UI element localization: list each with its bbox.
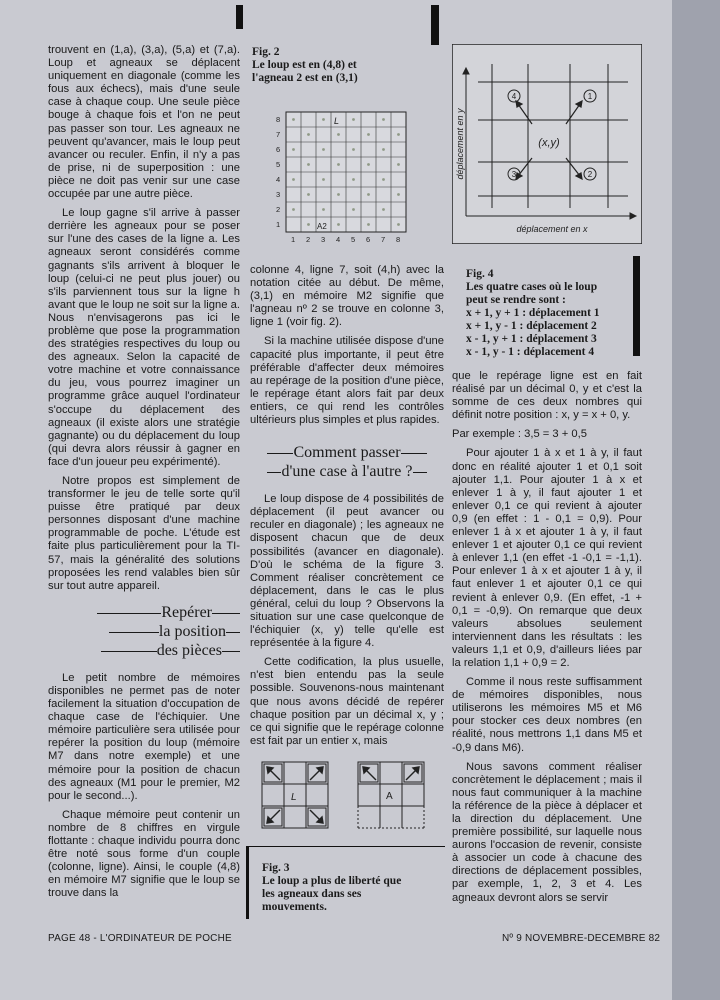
paragraph: Par exemple : 3,5 = 3 + 0,5 [452,428,587,441]
board-shade [367,133,370,136]
fig3-wolf: L [291,792,297,803]
board-shade [367,223,370,226]
paragraph: Comme il nous reste suffisamment de mémoires disponibles, nous utiliserons les mémoires M5 et M6 pour stocker ces deux nombres (en réalité, nous mettrons 1,1 dans M5 et -0,9 dans M6). [452,676,642,754]
fig2-number: Fig. 2 [252,46,280,58]
row-label: 7 [276,130,281,139]
board-shade [337,133,340,136]
board-shade [382,208,385,211]
column-bar-left [236,5,243,29]
heading-line: Comment passer [293,444,401,462]
heading-line: d'une case à l'autre ? [281,463,413,481]
fig2-caption [252,46,422,85]
row-label: 6 [276,145,281,154]
fig3-caption [262,862,438,914]
paragraph: Cette codification, la plus usuelle, n'est bien entendu pas la seule possible. Souvenons-nous maintenant que nous avons décidé de repérer chaque position par un décimal x, y ; ce qui signifie que le repérage colonne est fait par un entier x, mais [250,656,444,747]
fig3-diagram [254,756,434,836]
board-shade [307,163,310,166]
board-shade [307,193,310,196]
board-shade [292,118,295,121]
board-shade [292,178,295,181]
column-label: 5 [351,235,356,244]
board-shade [337,163,340,166]
fig4-caption-bar [633,256,640,356]
column-3 [452,370,642,911]
fig4-line: x - 1, y - 1 : déplacement 4 [466,346,595,358]
board-shade [397,163,400,166]
page-edge [672,0,720,1000]
heading-line: des pièces [156,641,222,659]
board-shade [352,178,355,181]
fig4-diagram [452,44,642,244]
fig3-line: Le loup a plus de liberté que [262,875,402,887]
fig4-line: Les quatre cases où le loup [466,281,598,293]
board-shade [397,193,400,196]
column-label: 6 [366,235,371,244]
fig4-xlabel: déplacement en x [516,224,588,234]
fig2-line: l'agneau 2 est en (3,1) [252,72,358,84]
board-shade [352,208,355,211]
fig4-line: x - 1, y + 1 : déplacement 3 [466,333,597,345]
paragraph: Si la machine utilisée dispose d'une capacité plus importante, il peut être préférable d'affecter deux mémoires au repérage de la position d'une pièce, le repérage étant alors fait par deux entiers, ce qui rend les contrôles ultérieurs plus simples et plus rapides. [250,335,444,427]
fig4-caption [466,268,632,359]
footer-left: PAGE 48 - L'ORDINATEUR DE POCHE [48,933,232,944]
column-label: 1 [291,235,296,244]
fig4-center: (x,y) [538,137,560,149]
wolf-piece: L [334,116,340,126]
board-shade [367,193,370,196]
paragraph: Chaque mémoire peut contenir un nombre de 8 chiffres en virgule flottante : chaque individu pourra donc être noté sous forme d'un couple (colonne, ligne). Ainsi, le couple (4,8) en mémoire M7 signifie que le loup se trouve dans la [48,808,240,900]
board-shade [382,118,385,121]
board-shade [382,178,385,181]
row-label: 1 [276,220,281,229]
fig3-number: Fig. 3 [262,862,290,874]
column-label: 3 [321,235,326,244]
paragraph: Pour ajouter 1 à x et 1 à y, il faut donc en réalité ajouter 1 et 0,1 soit ajouter 1,1. Pour ajouter 1 à x et enlever 1 à y, il faut ajouter 1 et enlever 0,1 ce qui revient à ajouter 0,9 (en effet : 1 - 0,1 = 0,9). Pour enlever 1 à x et ajouter 1 à y, il faut enlever 1 et ajouter 0,1 ce qui revient à enlever 1,1 (en effet -1 -0,1 = -1,1). Pour enlever 1 à x et ajouter 1 à y, il faut enlever 1 et ajouter 0,1 ce qui revient à enlever 0,9. (En effet, -1 + 0,1 = -0,9). On remarque que deux valeurs absolues seulement interviennent dans les résultats : les valeurs 1,1 et 0,9, d'ailleurs liées par la relation 1,1 + 0,9 = 2. [452,447,642,669]
board-shade [292,148,295,151]
column-bar-mid [431,5,439,45]
fig4-line: peut se rendre sont : [466,294,566,306]
row-label: 3 [276,190,281,199]
board-shade [367,163,370,166]
board-shade [337,223,340,226]
board-shade [397,133,400,136]
board-shade [352,118,355,121]
board-shade [337,193,340,196]
fig3-line: mouvements. [262,901,327,913]
board-shade [397,223,400,226]
move-1: 1 [587,92,593,101]
board-shade [292,208,295,211]
row-label: 8 [276,115,281,124]
board-shade [307,223,310,226]
column-1 [48,44,240,906]
move-3: 3 [511,170,517,179]
paragraph: colonne 4, ligne 7, soit (4,h) avec la notation citée au début. De même, (3,1) en mémoire M2 signifie que l'agneau nº 2 se trouve en colonne 3, ligne 1 (voir fig. 2). [250,264,444,329]
heading-line: Repérer [161,603,212,621]
column-label: 7 [381,235,386,244]
paragraph: Notre propos est simplement de transformer le jeu de telle sorte qu'il puisse être pratiqué par deux personnes disposant d'une machine programmable de poche. L'étude est faite plus particulièrement pour la TI-57, mais la généralité des solutions proposées les rend valables bien sûr sur tout autre appareil. [48,475,240,592]
fig3-lamb: A [386,791,393,802]
row-label: 2 [276,205,281,214]
heading-line: la position [158,622,226,640]
board-shade [322,208,325,211]
column-label: 4 [336,235,341,244]
fig4-number: Fig. 4 [466,268,494,280]
board-shade [352,148,355,151]
section-heading [250,443,444,481]
fig4-ylabel: déplacement en y [455,108,465,180]
fig2-chessboard [270,108,416,244]
column-2 [250,264,444,754]
paragraph: trouvent en (1,a), (3,a), (5,a) et (7,a). Loup et agneaux se déplacent uniquement en diagonale (comme les fous aux échecs), mais d'une seule case à chaque coup. Une seule pièce bouge à chaque fois et l'on ne peut pas passer son tour. Les agneaux ne peuvent qu'avancer, mais le loup peut avancer ou reculer. Enfin, il n'y a pas de prise, ni de superposition : une pièce ne doit pas venir sur une case occupée par une autre pièce. [48,44,240,201]
move-4: 4 [511,92,517,101]
paragraph: Le loup gagne s'il arrive à passer derrière les agneaux pour se poser sur l'une des cases de la ligne a. Les agneaux seront considérés comme gagnants s'ils arrivent à bloquer le loup (celui-ci ne peut plus jouer) ou s'ils parviennent tous sur la ligne h avant que le loup ne soit sur la ligne a. Nous n'envisagerons pas ici le problème que pose la programmation des stratégies respectives du loup ou des agneaux. Selon la capacité de votre machine et votre connaissance du jeu, vous pourrez imaginer un programme grâce auquel l'ordinateur s'occupe du déplacement des agneaux (il existe alors une stratégie gagnante) ou du déplacement du loup (qui devra alors réussir à gagner en face d'un joueur peu expérimenté). [48,207,240,468]
fig4-line: x + 1, y - 1 : déplacement 2 [466,320,597,332]
paragraph: Nous savons comment réaliser concrètement le déplacement ; mais il nous faut communiquer à la machine la référence de la pièce à déplacer et la direction du déplacement. Une première possibilité, sur laquelle nous aurons l'occasion de revenir, consiste à associer un code à chacune des directions de déplacement possibles, par exemple, 1, 2, 3 et 4. Les agneaux devront alors se servir [452,760,642,904]
move-2: 2 [587,170,593,179]
fig4-line: x + 1, y + 1 : déplacement 1 [466,307,600,319]
paragraph: Le petit nombre de mémoires disponibles ne permet pas de noter facilement la situation d'occupation de chaque case de l'échiquier. Une mémoire particulière sera utilisée pour repérer la position du loup (mémoire M7 dans notre exemple) et une mémoire pour la position de chacun des agneaux (M1 pour le premier, M2 pour le second...). [48,671,240,802]
lamb-piece: A2 [317,222,327,231]
board-shade [307,133,310,136]
row-label: 5 [276,160,281,169]
column-label: 8 [396,235,401,244]
fig3-line: les agneaux dans ses [262,888,362,900]
footer-right: Nº 9 NOVEMBRE-DECEMBRE 82 [502,933,661,944]
fig2-line: Le loup est en (4,8) et [252,59,357,71]
paragraph: Le loup dispose de 4 possibilités de déplacement (il peut avancer ou reculer en diagonale) ; les agneaux ne disposent chacun que de deux possibilités (avancer en diagonale). D'où le schéma de la figure 3. Comment réaliser concrètement ce déplacement, dans le cas le plus général, celui du loup ? Observons la situation sur une case quelconque de l'échiquier (x, y) telle qu'elle est représentée à la figure 4. [250,493,444,650]
board-shade [322,118,325,121]
column-label: 2 [306,235,311,244]
row-label: 4 [276,175,281,184]
paragraph: que le repérage ligne est en fait réalisé par un décimal 0, y et c'est la somme de ces deux nombres qui définit notre position : x, y = x + 0, y. [452,370,642,422]
board-shade [322,148,325,151]
section-heading [48,603,240,660]
board-shade [322,178,325,181]
board-shade [382,148,385,151]
